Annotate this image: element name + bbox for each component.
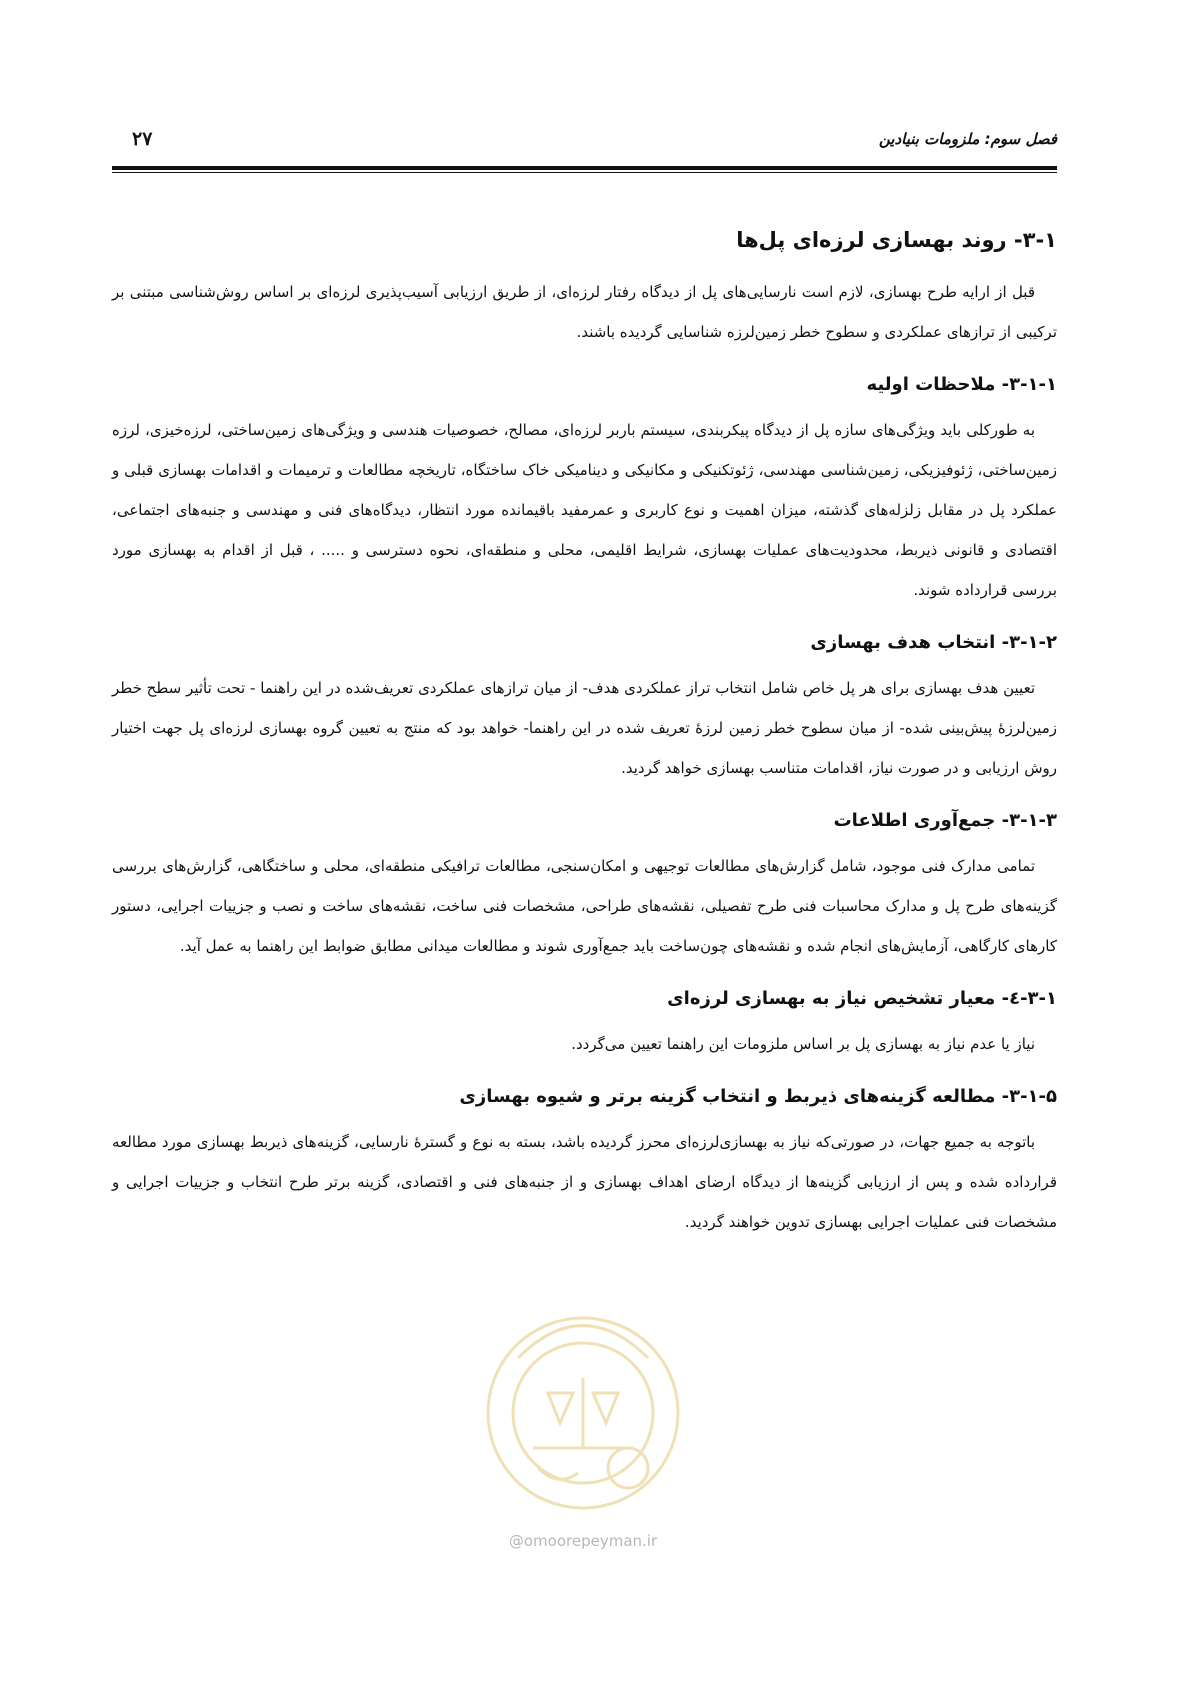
section-heading: ۳-۱- روند بهسازی لرزه‌ای پل‌ها	[736, 228, 1057, 252]
header-rule-thick	[112, 166, 1057, 170]
chapter-title: فصل سوم: ملزومات بنیادین	[878, 130, 1057, 148]
subsection-paragraph: باتوجه به جمیع جهات، در صورتی‌که نیاز به بهسازی‌لرزه‌ای محرز گردیده باشد، بسته به نوع و گسترهٔ نارسایی، گزینه‌های ذیربط بهسازی مورد مطالعه قرارداده شده و پس از ارزیابی گزینه‌ها از دیدگاه ارضای اهداف بهسازی و از جنبه‌های فنی و اقتصادی، گزینه برتر طرح انتخاب و جزییات اجرایی و مشخصات فنی عملیات اجرایی بهسازی تدوین خواهند گردید.	[112, 1133, 1057, 1231]
subsection-heading: ۳-۱-۱- ملاحظات اولیه	[866, 374, 1057, 395]
subsection-heading: ۳-۱-۵- مطالعه گزینه‌های ذیربط و انتخاب گزینه برتر و شیوه بهسازی	[459, 1086, 1057, 1107]
watermark-seal	[478, 1298, 688, 1558]
subsection-heading: ۳-۱-۲- انتخاب هدف بهسازی	[810, 632, 1057, 653]
subsection-heading: ۳-۱-۳- جمع‌آوری اطلاعات	[833, 810, 1057, 831]
subsection-heading: ۳-۱-٤- معیار تشخیص نیاز به بهسازی لرزه‌ای	[667, 988, 1057, 1009]
watermark-url: @omoorepeyman.ir	[508, 1532, 658, 1550]
subsection-paragraph: تمامی مدارک فنی موجود، شامل گزارش‌های مطالعات توجیهی و امکان‌سنجی، مطالعات ترافیکی منطقه‌ای، محلی و ساختگاهی، گزارش‌های بررسی گزینه‌های طرح پل و مدارک محاسبات فنی طرح تفصیلی، نقشه‌های طراحی، مشخصات فنی ساخت، نقشه‌های ساخت و نصب و جزییات اجرایی، دستور کارهای کارگاهی، آزمایش‌های انجام شده و نقشه‌های چون‌ساخت باید جمع‌آوری شوند و مطالعات میدانی مطابق ضوابط این راهنما به عمل آید.	[112, 857, 1057, 955]
subsection-paragraph: تعیین هدف بهسازی برای هر پل خاص شامل انتخاب تراز عملکردی هدف- از میان ترازهای عملکردی تعریف‌شده در این راهنما - تحت تأثیر سطح خطر زمین‌لرزهٔ پیش‌بینی شده- از میان سطوح خطر زمین لرزهٔ تعریف شده در این راهنما- خواهد بود که منتج به تعیین گروه بهسازی لرزه‌ای پل جهت اختیار روش ارزیابی و در صورت نیاز، اقدامات متناسب بهسازی خواهد گردید.	[112, 679, 1057, 777]
header-rule-thin	[112, 172, 1057, 173]
page-header	[112, 128, 1057, 156]
document-body	[112, 222, 1057, 1258]
subsection-paragraph: نیاز یا عدم نیاز به بهسازی پل بر اساس ملزومات این راهنما تعیین می‌گردد.	[571, 1035, 1035, 1053]
seal-emblem-icon	[478, 1298, 688, 1528]
page-number: ۲۷	[132, 128, 153, 150]
subsection-paragraph: به طورکلی باید ویژگی‌های سازه پل از دیدگاه پیکربندی، سیستم باربر لرزه‌ای، مصالح، خصوصیات هندسی و ویژگی‌های زمین‌ساختی، لرزه‌خیزی، لرزه زمین‌ساختی، ژئوفیزیکی، زمین‌شناسی مهندسی، ژئوتکنیکی و مکانیکی و دینامیکی خاک ساختگاه، تاریخچه مطالعات و ترمیمات و اقدامات بهسازی قبلی و عملکرد پل در مقابل زلزله‌های گذشته، میزان اهمیت و نوع کاربری و عمرمفید باقیمانده مورد انتظار، دیدگاه‌های فنی و مهندسی و جنبه‌های اجتماعی، اقتصادی و قانونی ذیربط، محدودیت‌های عملیات بهسازی، شرایط اقلیمی، محلی و منطقه‌ای، نحوه دسترسی و ..... ، قبل از اقدام به بهسازی مورد بررسی قرارداده شوند.	[112, 421, 1057, 599]
section-paragraph: قبل از ارایه طرح بهسازی، لازم است نارسایی‌های پل از دیدگاه رفتار لرزه‌ای، از طریق ارزیابی آسیب‌پذیری لرزه‌ای بر اساس روش‌شناسی مبتنی بر ترکیبی از ترازهای عملکردی و سطوح خطر زمین‌لرزه شناسایی گردیده باشند.	[112, 283, 1057, 341]
